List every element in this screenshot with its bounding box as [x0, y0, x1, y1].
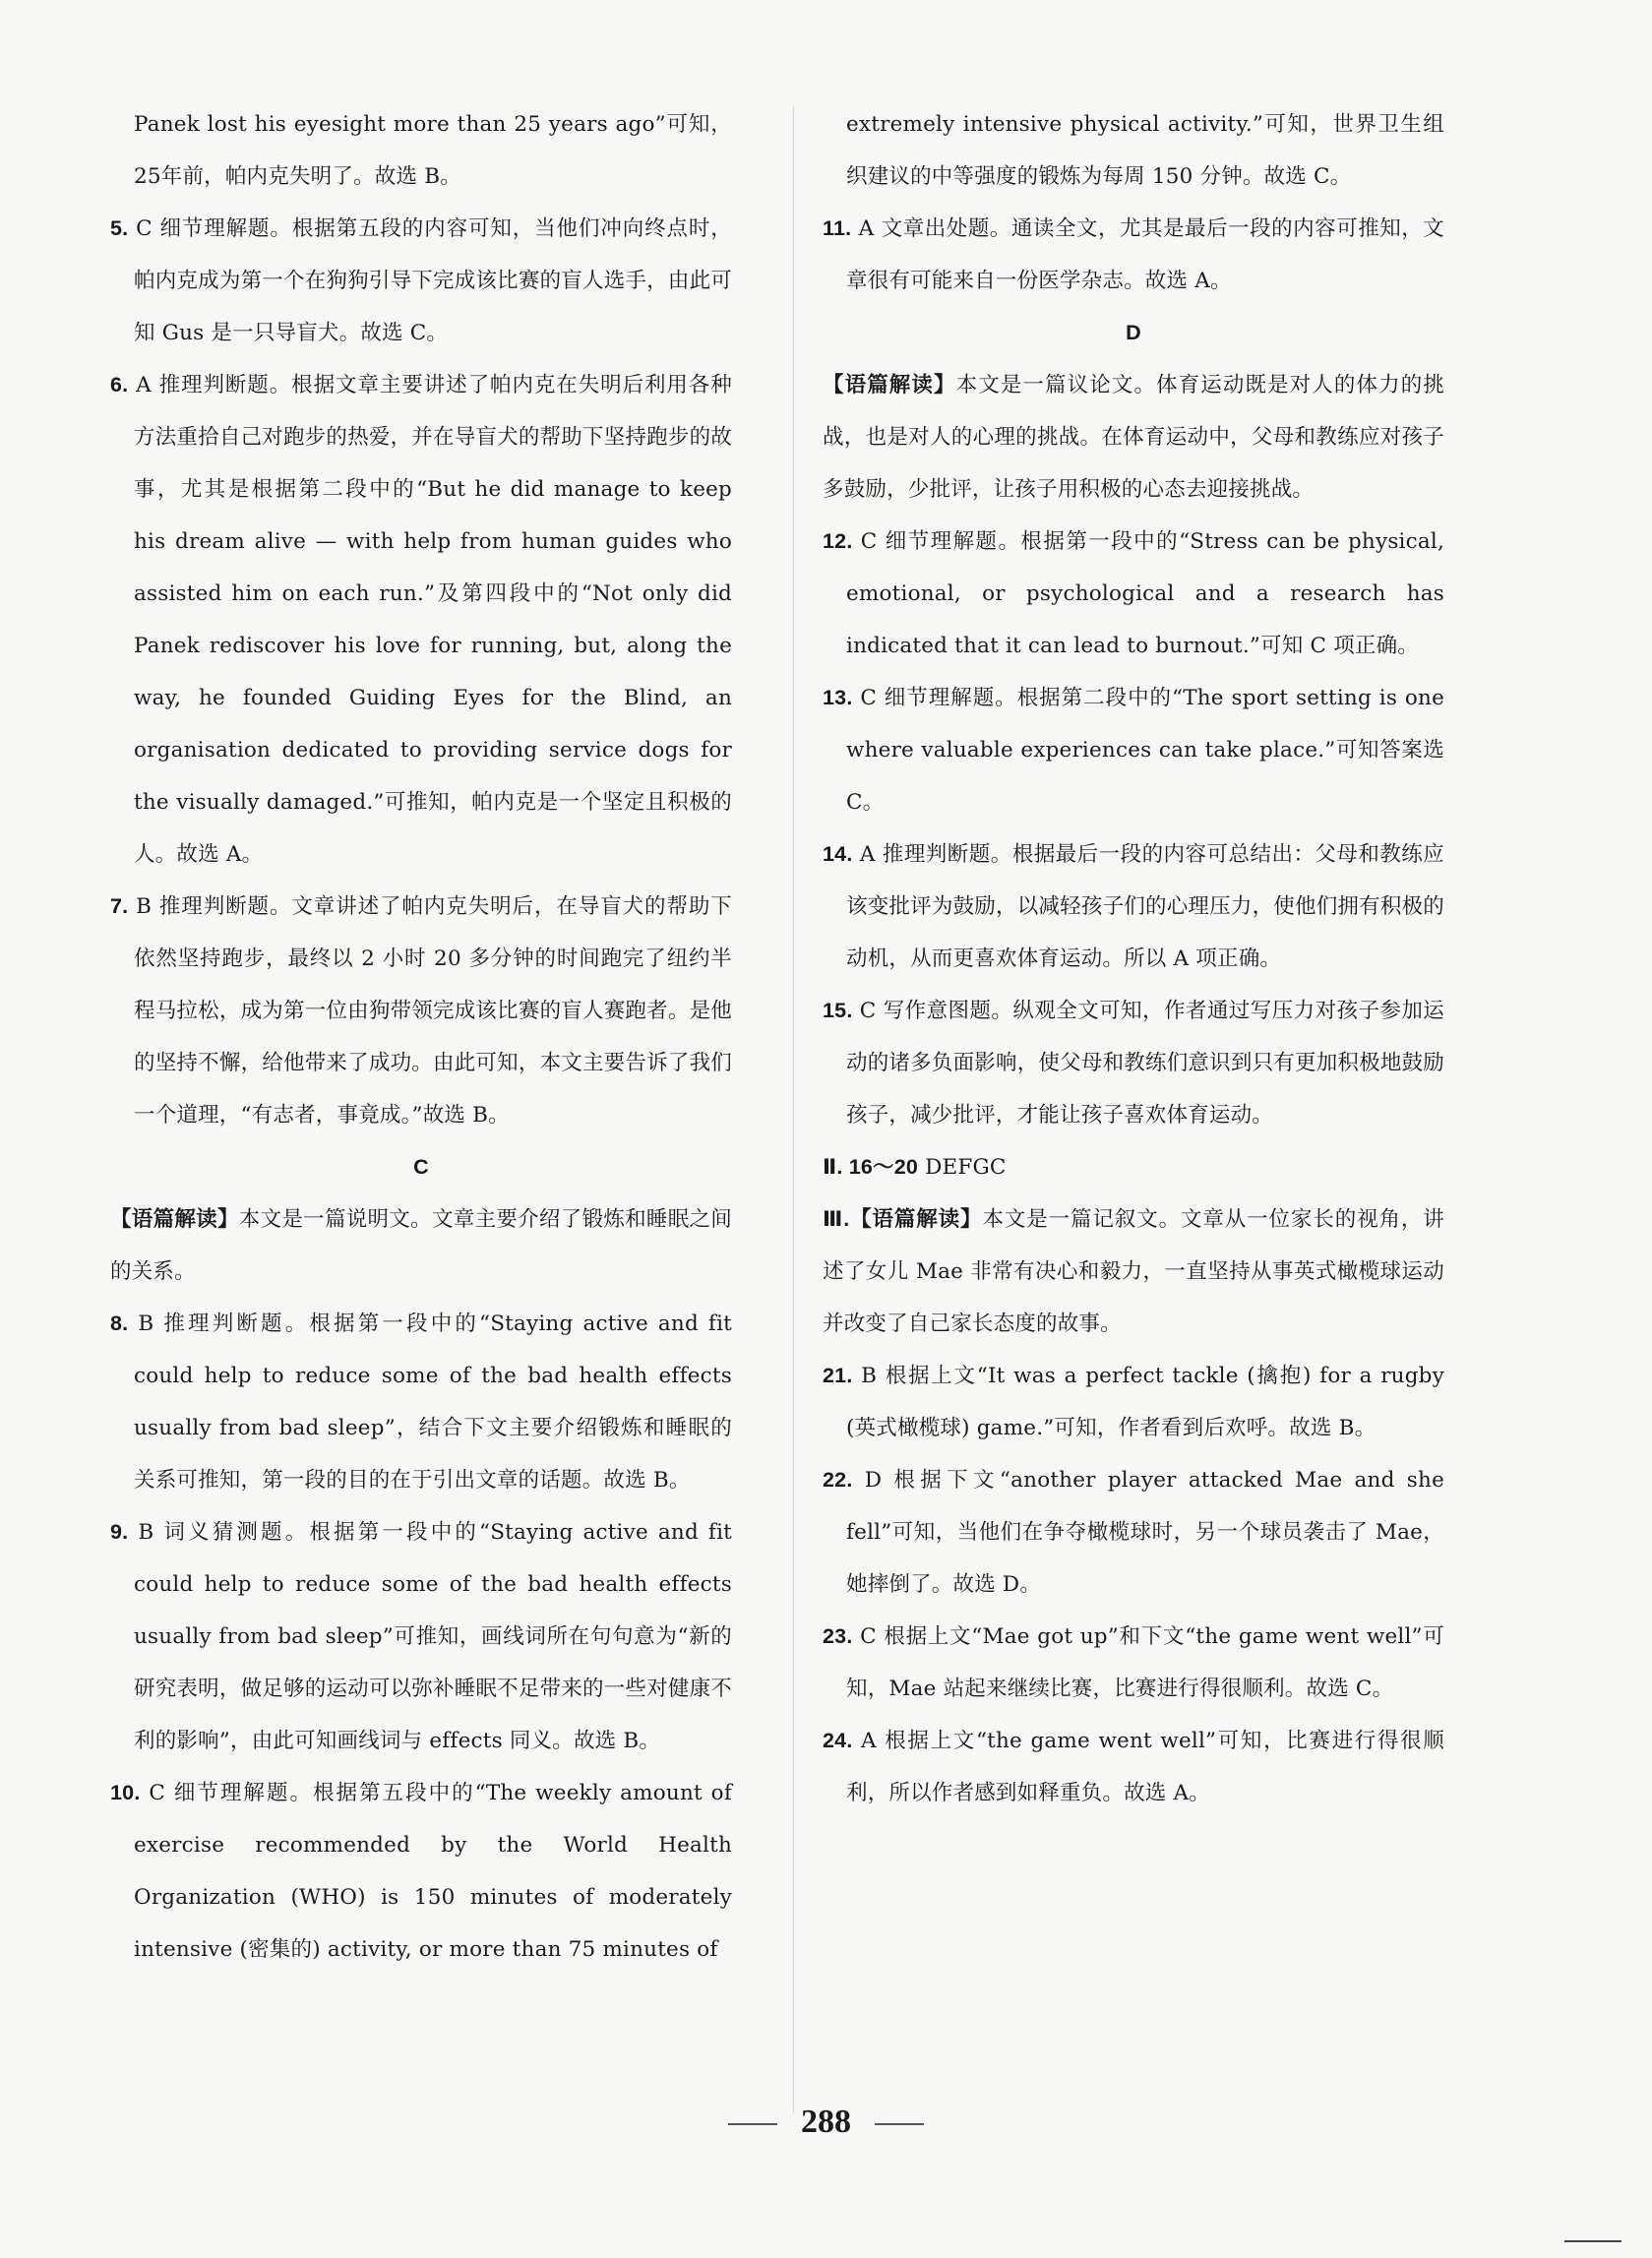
answer-item [823, 1454, 1444, 1611]
answer-item [110, 1298, 732, 1506]
answer-number: 12. [823, 529, 853, 553]
answer-item [110, 1767, 732, 1976]
answer-text: C 细节理解题。根据第五段的内容可知，当他们冲向终点时，帕内克成为第一个在狗狗引导下完成该比赛的盲人选手，由此可知 Gus 是一只导盲犬。故选 C。 [134, 216, 732, 345]
answer-item [110, 359, 732, 881]
answer-number: 23. [823, 1624, 853, 1648]
answer-number: 9. [110, 1520, 129, 1544]
corner-mark [1564, 2240, 1621, 2242]
answer-text: C 细节理解题。根据第五段中的“The weekly amount of exercise recommended by the World Health Organization (WHO) is 150 minutes of moderately intensive (密集的) activity, or more than 75 minutes of [134, 1781, 732, 1962]
answer-item [110, 203, 732, 359]
answer-item [823, 98, 1444, 203]
intro-text: 本文是一篇记叙文。文章从一位家长的视角，讲述了女儿 Mae 非常有决心和毅力，一直坚持从事英式橄榄球运动并改变了自己家长态度的故事。 [823, 1207, 1445, 1336]
answer-text: D 根据下文“another player attacked Mae and she fell”可知，当他们在争夺橄榄球时，另一个球员袭击了 Mae，她摔倒了。故选 D。 [846, 1468, 1444, 1597]
answer-text: C 细节理解题。根据第一段中的“Stress can be physical, emotional, or psychological and a research has indicated that it can lead to burnout.”可知 C 项正确。 [846, 529, 1444, 658]
answer-number: 21. [823, 1364, 853, 1387]
answer-item [823, 1715, 1444, 1819]
section-d-intro [823, 359, 1444, 516]
section-d-heading: D [1126, 321, 1141, 344]
answer-text: C 写作意图题。纵观全文可知，作者通过写压力对孩子参加运动的诸多负面影响，使父母和教练们意识到只有更加积极地鼓励孩子，减少批评，才能让孩子喜欢体育运动。 [846, 999, 1444, 1128]
answer-item [823, 828, 1444, 985]
answer-text: B 根据上文“It was a perfect tackle (擒抱) for a rugby (英式橄榄球) game.”可知，作者看到后欢呼。故选 B。 [846, 1364, 1444, 1440]
answer-item [823, 1611, 1444, 1715]
answer-item [110, 98, 732, 203]
answer-number: 6. [110, 373, 129, 397]
intro-text: 本文是一篇议论文。体育运动既是对人的体力的挑战，也是对人的心理的挑战。在体育运动中，父母和教练应对孩子多鼓励，少批评，让孩子用积极的心态去迎接挑战。 [823, 373, 1444, 502]
section-ii-line [823, 1141, 1444, 1193]
section-c-intro [110, 1193, 732, 1298]
answer-text: Panek lost his eyesight more than 25 years ago”可知，25年前，帕内克失明了。故选 B。 [134, 112, 732, 189]
answer-text: C 细节理解题。根据第二段中的“The sport setting is one where valuable experiences can take place.”可知答案选 C。 [846, 686, 1444, 815]
page-footer [0, 2104, 1652, 2141]
section-c-heading: C [413, 1155, 429, 1179]
section-ii-label: Ⅱ. 16～20 [823, 1155, 919, 1179]
answer-item [823, 203, 1444, 307]
right-column [823, 98, 1444, 1819]
answer-text: A 推理判断题。根据文章主要讲述了帕内克在失明后利用各种方法重拾自己对跑步的热爱，并在导盲犬的帮助下坚持跑步的故事，尤其是根据第二段中的“But he did manage to keep his dream alive — with help from human guides who assisted him on each run.”及第四段中的“Not only did Panek rediscover his love for running, but, along the way, he founded Guiding Eyes for the Blind, an organisation dedicated to providing service dogs for the visually damaged.”可推知，帕内克是一个坚定且积极的人。故选 A。 [134, 373, 732, 867]
answer-text: A 根据上文“the game went well”可知，比赛进行得很顺利，所以作者感到如释重负。故选 A。 [846, 1729, 1444, 1805]
answer-text: B 推理判断题。文章讲述了帕内克失明后，在导盲犬的帮助下依然坚持跑步，最终以 2 小时 20 多分钟的时间跑完了纽约半程马拉松，成为第一位由狗带领完成该比赛的盲人赛跑者。是他的坚持不懈，给他带来了成功。由此可知，本文主要告诉了我们一个道理，“有志者，事竟成。”故选 B。 [134, 894, 732, 1128]
intro-tag: 【语篇解读】 [110, 1207, 239, 1232]
answer-number: 13. [823, 686, 853, 709]
intro-tag: 【语篇解读】 [849, 1207, 983, 1232]
answer-number: 11. [823, 216, 852, 240]
answer-text: B 推理判断题。根据第一段中的“Staying active and fit could help to reduce some of the bad health effects usually from bad sleep”，结合下文主要介绍锻炼和睡眠的关系可推知，第一段的目的在于引出文章的话题。故选 B。 [134, 1312, 732, 1493]
intro-text: 本文是一篇说明文。文章主要介绍了锻炼和睡眠之间的关系。 [110, 1207, 732, 1284]
answer-text: C 根据上文“Mae got up”和下文“the game went well”可知，Mae 站起来继续比赛，比赛进行得很顺利。故选 C。 [846, 1624, 1444, 1701]
column-divider [793, 106, 794, 2113]
page-number: 288 [801, 2104, 851, 2140]
answer-item [823, 1350, 1444, 1454]
section-ii-answers: DEFGC [925, 1155, 1007, 1180]
answer-text: B 词义猜测题。根据第一段中的“Staying active and fit could help to reduce some of the bad health effects usually from bad sleep”可推知，画线词所在句句意为“新的研究表明，做足够的运动可以弥补睡眠不足带来的一些对健康不利的影响”，由此可知画线词与 effects 同义。故选 B。 [134, 1520, 732, 1753]
footer-dash-left [728, 2123, 777, 2125]
answer-number: 5. [110, 216, 129, 240]
answer-number: 22. [823, 1468, 853, 1492]
answer-item [110, 1506, 732, 1767]
answer-number: 10. [110, 1781, 141, 1804]
answer-number: 15. [823, 999, 853, 1022]
answer-number: 24. [823, 1729, 853, 1752]
answer-item [823, 516, 1444, 672]
answer-text: A 推理判断题。根据最后一段的内容可总结出：父母和教练应该变批评为鼓励，以减轻孩子们的心理压力，使他们拥有积极的动机，从而更喜欢体育运动。所以 A 项正确。 [846, 842, 1444, 971]
answer-item [110, 881, 732, 1141]
answer-item [823, 672, 1444, 828]
answer-text: A 文章出处题。通读全文，尤其是最后一段的内容可推知，文章很有可能来自一份医学杂志。故选 A。 [846, 216, 1444, 293]
answer-number: 8. [110, 1312, 129, 1335]
answer-item [823, 985, 1444, 1141]
intro-tag: 【语篇解读】 [823, 373, 956, 397]
footer-dash-right [875, 2123, 924, 2125]
section-label: Ⅲ. [823, 1207, 850, 1231]
answer-number: 14. [823, 842, 853, 866]
section-iii-intro [823, 1193, 1444, 1350]
answer-text: extremely intensive physical activity.”可知，世界卫生组织建议的中等强度的锻炼为每周 150 分钟。故选 C。 [846, 112, 1444, 189]
left-column [110, 98, 732, 1976]
answer-number: 7. [110, 894, 129, 918]
